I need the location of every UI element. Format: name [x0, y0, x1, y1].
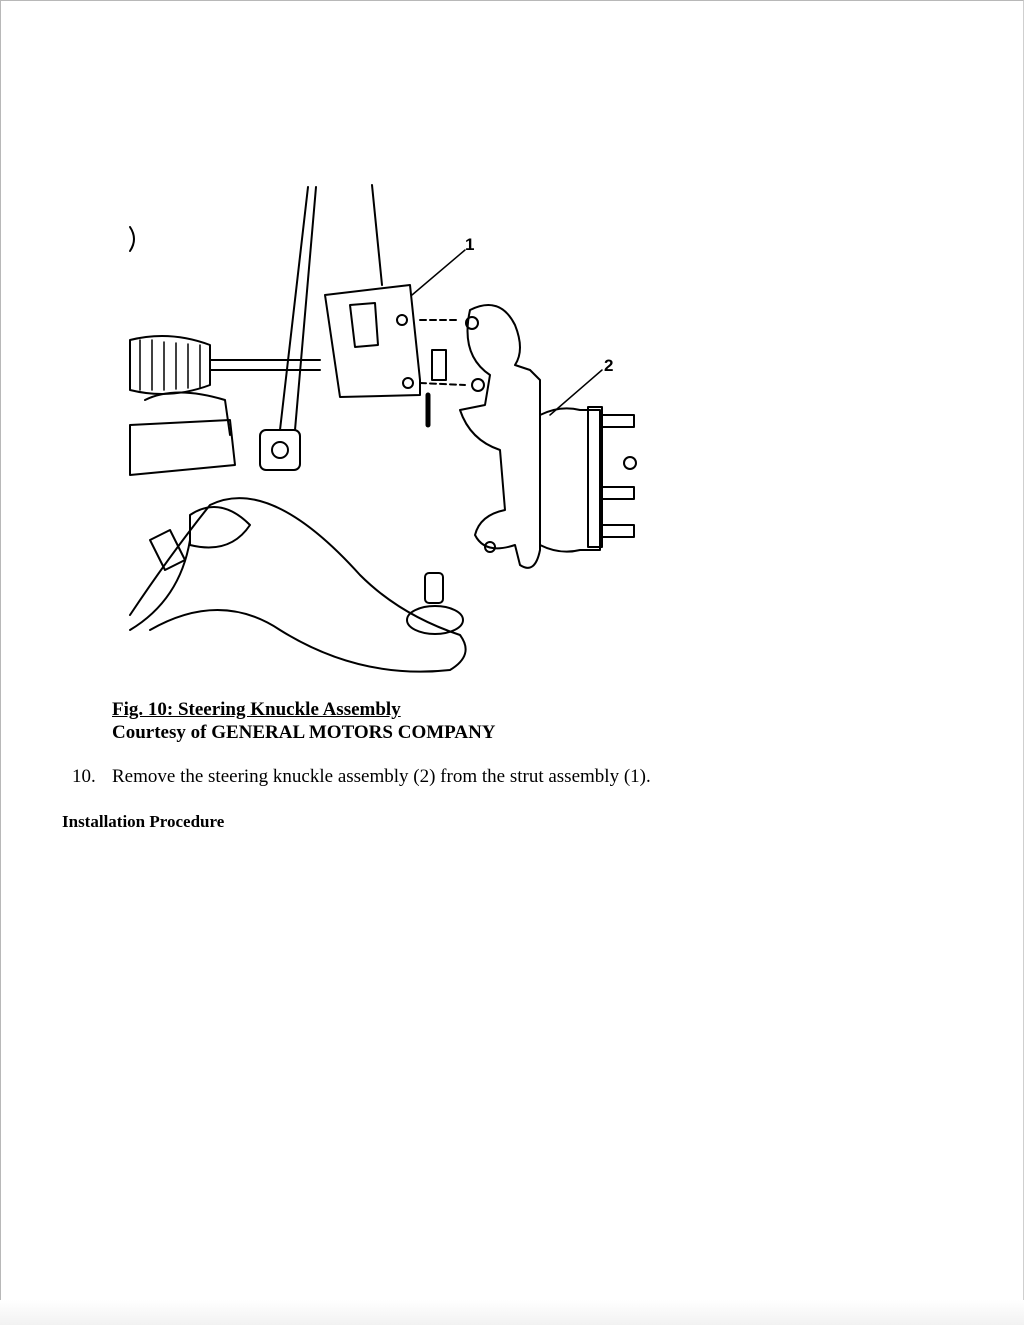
- callout-1: 1: [465, 235, 475, 254]
- figure-title: Fig. 10: Steering Knuckle Assembly: [112, 699, 401, 720]
- figure-courtesy: Courtesy of GENERAL MOTORS COMPANY: [112, 722, 496, 743]
- steering-knuckle-illustration: [120, 175, 680, 675]
- figure-caption: [112, 698, 496, 744]
- callout-2: 2: [604, 356, 614, 375]
- page-bottom-edge: [0, 1300, 1024, 1325]
- step-number: 10.: [72, 766, 96, 787]
- step-text: Remove the steering knuckle assembly (2) from the strut assembly (1).: [112, 766, 651, 787]
- section-heading: Installation Procedure: [62, 812, 225, 831]
- procedure-step: [72, 766, 651, 788]
